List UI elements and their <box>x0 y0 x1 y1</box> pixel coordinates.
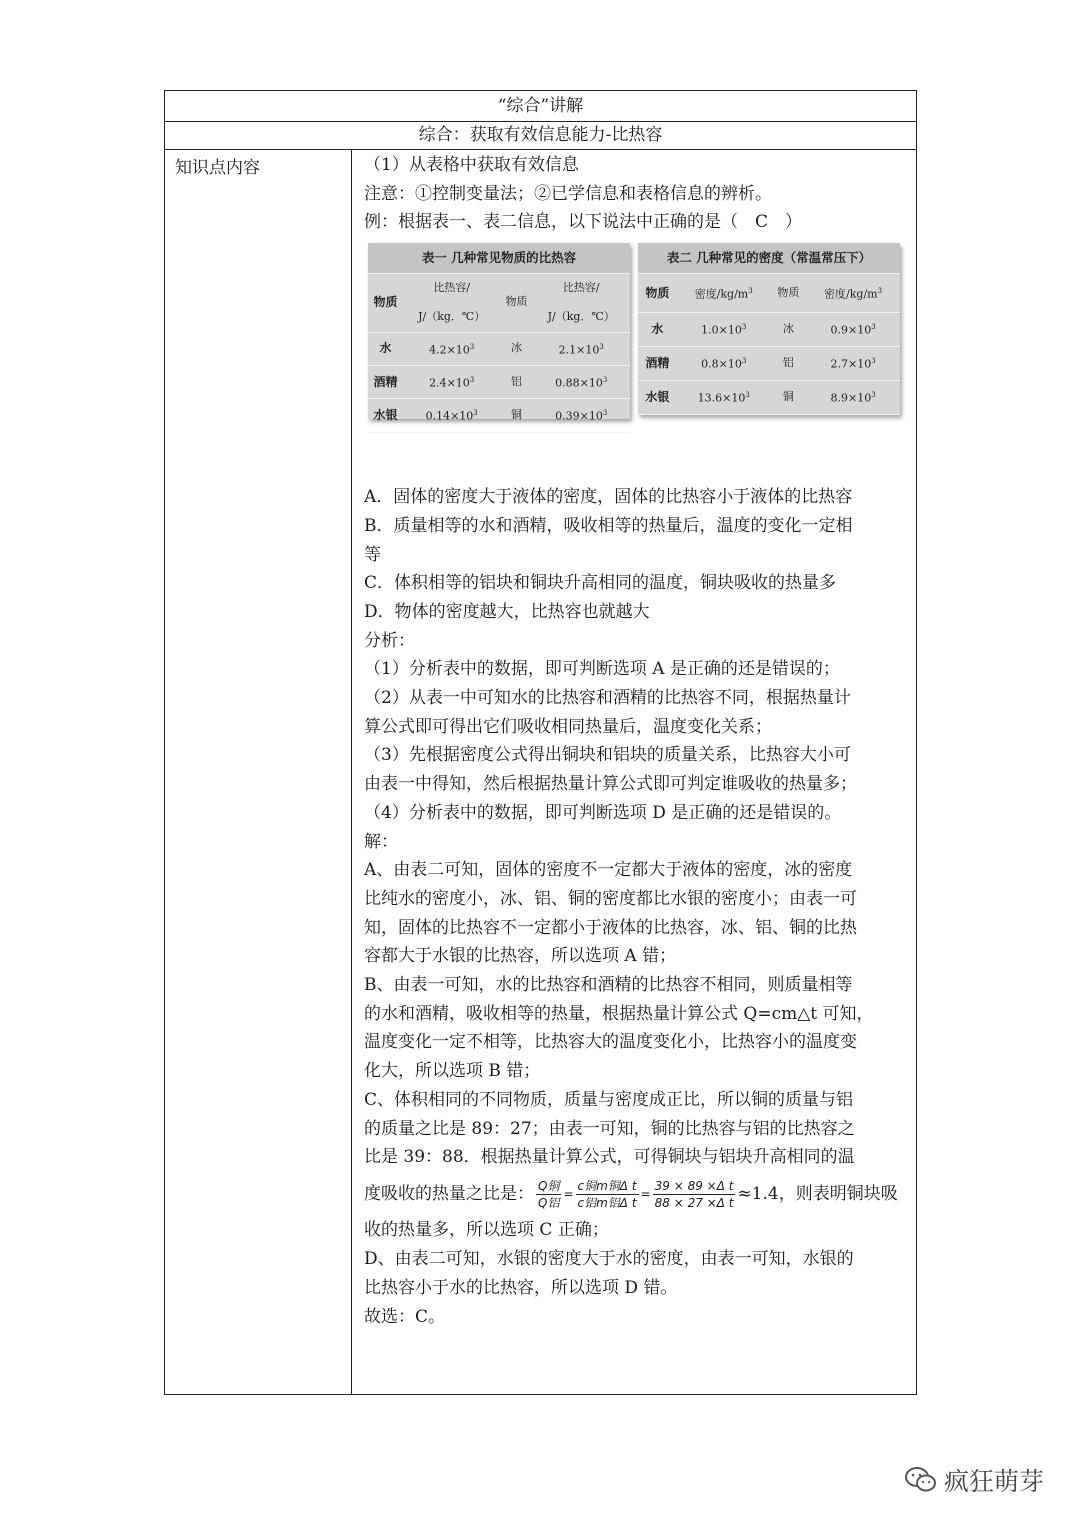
analysis-block <box>364 627 909 1172</box>
table-row: 水银 $13.6\times 10^3$ 铜 $8.9\times 10^3$ <box>638 380 900 414</box>
text-line: 解： <box>364 831 398 852</box>
intro-heading: （1）从表格中获取有效信息 <box>364 155 579 175</box>
table1-header-cell: 比热容/ J/（kg．℃） <box>532 274 630 332</box>
table-subtitle: 综合：获取有效信息能力-比热容 <box>165 121 916 150</box>
text-line: 温度变化一定不相等，比热容大的温度变化小，比热容小的温度变 <box>364 1032 857 1053</box>
document-table <box>164 90 917 1395</box>
option-a: A．固体的密度大于液体的密度，固体的比热容小于液体的比热容 <box>364 487 853 508</box>
text-line: 比是 39：88．根据热量计算公式，可得铜块与铝块升高相同的温 <box>364 1147 855 1168</box>
option-c: C．体积相等的铝块和铜块升高相同的温度，铜块吸收的热量多 <box>364 573 837 594</box>
text-line: 化大，所以选项 B 错； <box>364 1061 541 1082</box>
table1-title: 表一 几种常见物质的比热容 <box>368 243 630 274</box>
content-cell <box>364 151 909 1331</box>
intro-note: 注意：①控制变量法；②已学信息和表格信息的辨析。 <box>364 183 772 204</box>
wechat-icon <box>904 1466 938 1494</box>
table2-header-cell: 密度$/kg/m^3$ <box>806 274 900 312</box>
text-line: （4）分析表中的数据，即可判断选项 D 是正确的还是错误的。 <box>364 802 842 823</box>
text-line: D、由表二可知，水银的密度大于水的密度，由表一可知，水银的 <box>364 1249 854 1270</box>
heat-ratio-formula: $\frac{\text{Q铜}}{\text{Q铝}}$ = $\frac{\text{c铜m铜Δ t}}{\text{c铝m铝Δ t}}$ = $\frac{\text{39 × 89 ×Δ t}}{\text{88 × 27 ×Δ t}}$ <box>538 1179 734 1211</box>
watermark-text: 疯狂萌芽 <box>943 1467 1044 1496</box>
text-line: 收的热量多，所以选项 C 正确； <box>364 1220 609 1241</box>
intro-example: 例：根据表一、表二信息，以下说法中正确的是（ C ） <box>364 212 803 233</box>
text-line: （2）从表一中可知水的比热容和酒精的比热容不同，根据热量计 <box>364 688 851 709</box>
table2-header-cell: 物质 <box>771 274 807 312</box>
option-b: B．质量相等的水和酒精，吸收相等的热量后，温度的变化一定相 <box>364 515 853 536</box>
text-line: A、由表二可知，固体的密度不一定都大于液体的密度，冰的密度 <box>364 860 853 881</box>
option-d: D．物体的密度越大，比热容也就越大 <box>364 601 650 622</box>
text-line: 算公式即可得出它们吸收相同热量后，温度变化关系； <box>364 716 772 737</box>
watermark <box>904 1462 1044 1498</box>
text-line: （1）分析表中的数据，即可判断选项 A 是正确的还是错误的； <box>364 659 840 680</box>
option-b-cont: 等 <box>364 544 381 565</box>
table2-title: 表二 几种常见的密度（常温常压下） <box>638 243 900 274</box>
table-row: 水银 $0.14\times 10^3$ 铜 $0.39\times 10^3$ <box>368 399 630 432</box>
table1-header-cell: 比热容/ J/（kg．℃） <box>403 274 501 332</box>
text-line: B、由表一可知，水的比热容和酒精的比热容不相同，则质量相等 <box>364 975 853 996</box>
table-row: 酒精 $2.4\times 10^3$ 铝 $0.88\times 10^3$ <box>368 365 630 398</box>
table1-header-cell: 物质 <box>368 274 403 332</box>
text-line: 故选：C。 <box>364 1306 446 1327</box>
text-line: 的水和酒精，吸收相等的热量，根据热量计算公式 Q=cm△t 可知， <box>364 1003 874 1024</box>
text-line: 由表一中得知，然后根据热量计算公式即可判定谁吸收的热量多； <box>364 774 857 795</box>
table1-header-cell: 物质 <box>500 274 532 332</box>
text-line: 分析： <box>364 630 415 651</box>
left-label: 知识点内容 <box>175 158 260 178</box>
left-cell <box>165 149 352 1394</box>
table2-header-cell: 物质 <box>638 274 677 312</box>
text-line: （3）先根据密度公式得出铜块和铝块的质量关系，比热容大小可 <box>364 745 851 766</box>
text-line: 容都大于水银的比热容，所以选项 A 错； <box>364 946 677 967</box>
text-line: C、体积相同的不同物质，质量与密度成正比，所以铜的质量与铝 <box>364 1089 854 1110</box>
text-line: 比热容小于水的比热容，所以选项 D 错。 <box>364 1277 678 1298</box>
table-row: 水 $4.2\times 10^3$ 冰 $2.1\times 10^3$ <box>368 332 630 365</box>
table2-header-cell: 密度$/kg/m^3$ <box>677 274 771 312</box>
specific-heat-table <box>368 243 630 423</box>
data-tables <box>364 243 909 483</box>
table-title: “综合”讲解 <box>165 91 916 122</box>
text-line: 的质量之比是 89：27；由表一可知，铜的比热容与铝的比热容之 <box>364 1118 855 1139</box>
formula-line: 度吸收的热量之比是： $\frac{\text{Q铜}}{\text{Q铝}}$ = $\frac{\text{c铜m铜Δ t}}{\text{c铝m铝Δ t}}$ = $\frac{\text{39 × 89 ×Δ t}}{\text{88 × 27 ×Δ t}}$ ≈1.4，则表明铜块吸 <box>364 1172 909 1217</box>
text-line: 知，固体的比热容不一定都小于液体的比热容，冰、铝、铜的比热 <box>364 917 857 938</box>
text-line: 比纯水的密度小，冰、铝、铜的密度都比水银的密度小；由表一可 <box>364 888 857 909</box>
density-table <box>638 243 900 415</box>
table-row: 水 $1.0\times 10^3$ 冰 $0.9\times 10^3$ <box>638 312 900 346</box>
conclusion-block <box>364 1216 909 1331</box>
table-row: 酒精 $0.8\times 10^3$ 铝 $2.7\times 10^3$ <box>638 346 900 380</box>
